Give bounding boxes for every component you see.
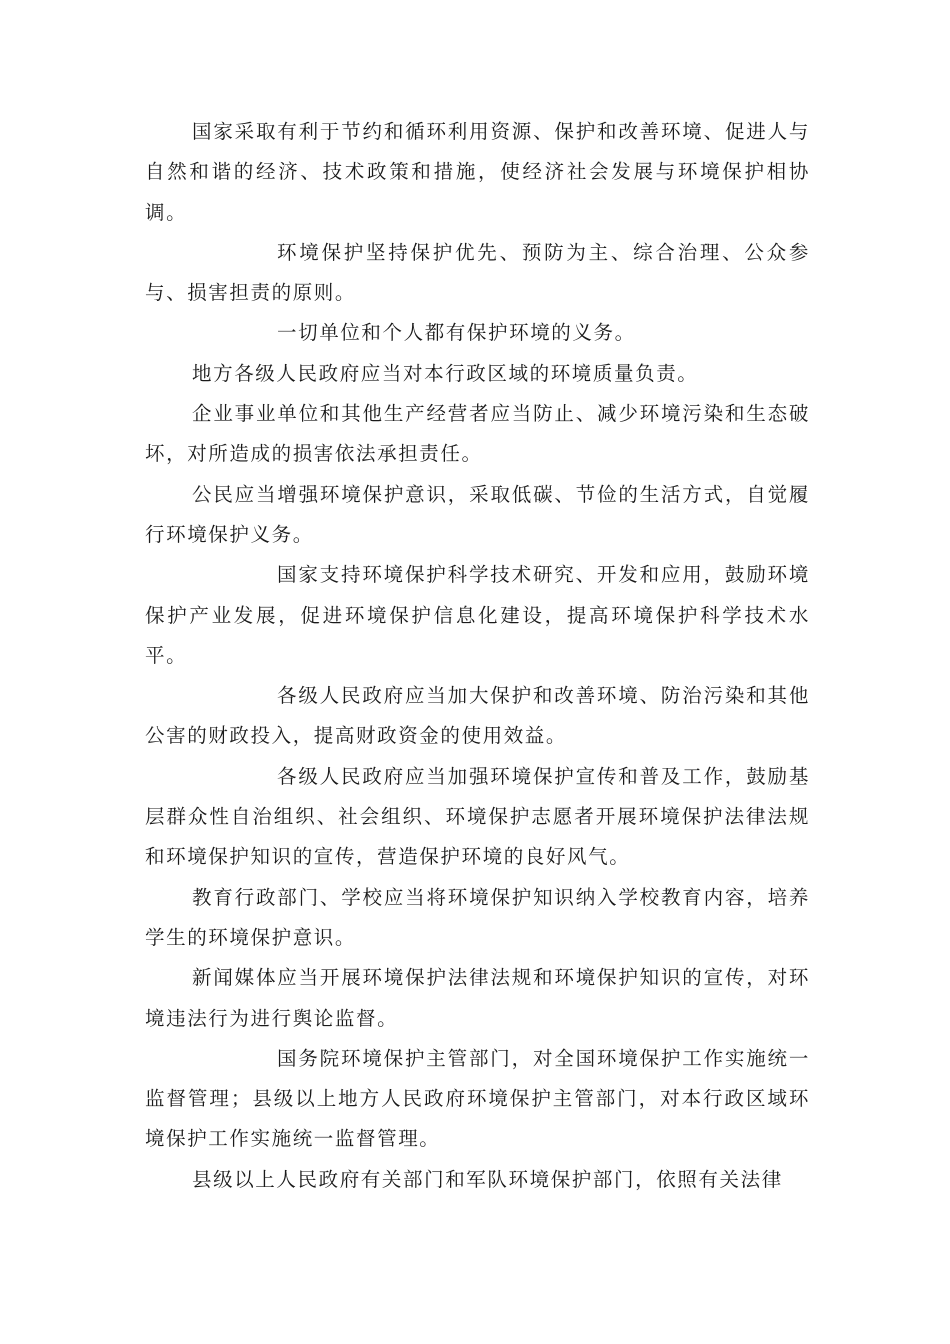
paragraph: 环境保护坚持保护优先、预防为主、综合治理、公众参与、损害担责的原则。 (145, 240, 810, 305)
paragraph: 教育行政部门、学校应当将环境保护知识纳入学校教育内容，培养学生的环境保护意识。 (145, 885, 810, 949)
paragraph: 各级人民政府应当加强环境保护宣传和普及工作，鼓励基层群众性自治组织、社会组织、环境保护志愿者开展环境保护法律法规和环境保护知识的宣传，营造保护环境的良好风气。 (145, 764, 810, 869)
paragraph: 地方各级人民政府应当对本行政区域的环境质量负责。 (192, 361, 699, 385)
paragraph: 一切单位和个人都有保护环境的义务。 (277, 321, 636, 345)
paragraph: 国务院环境保护主管部门，对全国环境保护工作实施统一监督管理；县级以上地方人民政府环境保护主管部门，对本行政区域环境保护工作实施统一监督管理。 (145, 1046, 810, 1151)
document-body (145, 112, 810, 1200)
paragraph: 各级人民政府应当加大保护和改善环境、防治污染和其他公害的财政投入，提高财政资金的使用效益。 (145, 684, 810, 748)
paragraph: 县级以上人民政府有关部门和军队环境保护部门，依照有关法律 (192, 1167, 783, 1191)
paragraph: 公民应当增强环境保护意识，采取低碳、节俭的生活方式，自觉履行环境保护义务。 (145, 482, 810, 546)
paragraph: 国家支持环境保护科学技术研究、开发和应用，鼓励环境保护产业发展，促进环境保护信息化建设，提高环境保护科学技术水平。 (145, 563, 810, 667)
paragraph: 新闻媒体应当开展环境保护法律法规和环境保护知识的宣传，对环境违法行为进行舆论监督。 (145, 966, 810, 1030)
paragraph: 企业事业单位和其他生产经营者应当防止、减少环境污染和生态破坏，对所造成的损害依法承担责任。 (145, 402, 810, 466)
paragraph: 国家采取有利于节约和循环利用资源、保护和改善环境、促进人与自然和谐的经济、技术政策和措施，使经济社会发展与环境保护相协调。 (145, 120, 810, 224)
